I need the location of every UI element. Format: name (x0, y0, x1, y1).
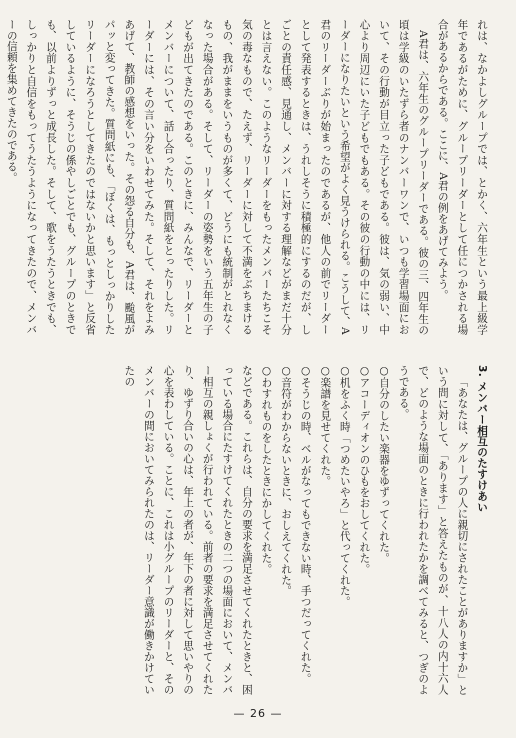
upper-text-block (5, 19, 491, 335)
paragraph: などである。これらは、自分の要求を満足させてくれたときと、困っている場合にたすけてくれたときの二つの場面において、メンバー相互の親しょくが行われている。前者の要求を満足させてくれたり、ゆずり合いの心は、年上の者が、年下の者に対して思いやりの心を表わしている。ことに、これは小グループのリーダーと、そのメンバーの間においてみられたのは、リーダー意識が働きかけていたの (123, 365, 253, 695)
list-item: ○楽譜を見せてくれた。 (319, 365, 332, 487)
list-item: ○自分のしたい楽器をゆずってくれた。 (378, 365, 391, 564)
list-item: ○わすれものをしたときにかしてくれた。 (260, 365, 273, 575)
paragraph: A君は、六年生のグループリーダーである。彼の三、四年生の頃は学級のいたずら者のナンバーワンで、いつも学習場面において、その行動が目立った子どもである。彼は、気の弱い、中心より周辺にいた子どもでもある。その彼の行動の中には、リーダーになりたいという希望がよく見うけられる。こうして、A君のリーダーぶりが始まったのであるが、他人の前でリーダーとして発表するときは、うれしそうに積極的にするのだが、しごとの責任感、見通し、メンバーに対する理解などがまだ十分とは言えない。このようなリーダーをもったメンバーたちこそ気の毒なもので、たえず、リーダーに対して不満をぶちまけるもの、我がままをいうものが多くて、どうにも統制がとれなくなった場合がある。そして、リーダーの姿勢をいう五年生の子どもが出てきたのである。このときに、みんなで、リーダーとメンバーについて、話し合ったり、質問紙をとったりした。リーダーには、その言い分をいわせてみた。そして、それをよみあげて、教師の感想をいった。その怨る自分も、A君は、颱風がパッと変ってきた。質問紙にも、「ぼくは、もっとしっかりしたリーダーになろうとしてきたのではないかと思います」と反省しているように、そうじの係やしごとでも、グループのときでも、以前よりずっと成長した。そして、歌をうたうときでも、しっかりと自信をもってうたうようになってきたので、メンバーの信頼を集めてきたのである。 (5, 19, 430, 335)
list-item: ○音符がわからないときに、おしえてくれた。 (280, 365, 293, 597)
page-number: — 26 — (233, 707, 283, 720)
section-heading: 3. メンバー相互のたすけあい (476, 365, 488, 513)
paragraph: 「あなたは、グループの人に親切にされたことがありますか」という問に対して、「あります」と答えたものが、十八人の内十六人で、どのような場面のときに行われたかを調べてみると、つぎのようである。 (397, 365, 469, 695)
paragraph (0, 19, 1, 335)
list-item: ○アコーディオンのひもをおしてくれた。 (358, 365, 371, 575)
list-item: ○そうじの時、ベルがなってもできない時、手つだってくれた。 (299, 365, 312, 684)
list-item: ○机をふく時「つめたいやろ」と代ってくれた。 (338, 365, 351, 608)
lower-text-block (29, 365, 491, 695)
paragraph: れは、なかよしグループでは、とかく、六年生という最上級学年であるがために、グループリーダーとして任につかされる場合があるからである。ここに、A君の例をあげてみよう。 (436, 19, 488, 335)
